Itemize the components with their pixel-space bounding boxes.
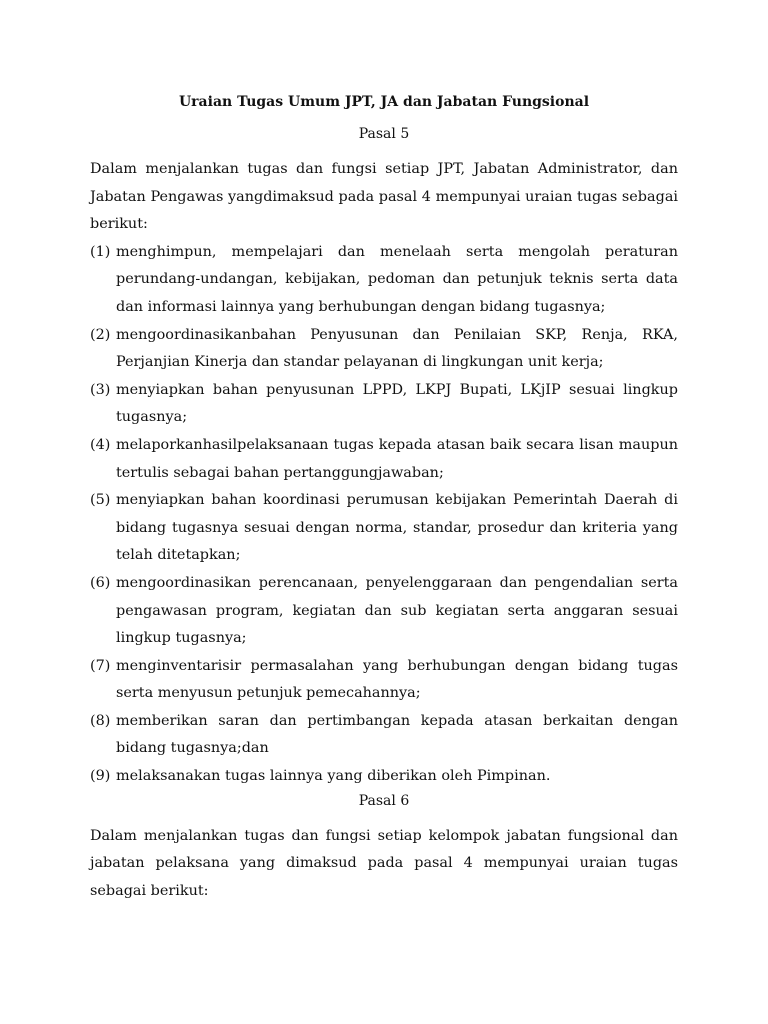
pasal-6-intro: Dalam menjalankan tugas dan fungsi setiap kelompok jabatan fungsional dan jabatan pelaksana yang dimaksud pada pasal 4 mempunyai uraian tugas sebagai berikut:: [90, 827, 678, 899]
list-item-text: melaporkanhasilpelaksanaan tugas kepada atasan baik secara lisan maupun tertulis sebagai bahan pertanggungjawaban;: [116, 436, 678, 481]
list-item: [90, 377, 678, 432]
list-item-text: menyiapkan bahan koordinasi perumusan kebijakan Pemerintah Daerah di bidang tugasnya sesuai dengan norma, standar, prosedur dan kriteria yang telah ditetapkan;: [116, 492, 678, 564]
list-item-text: menginventarisir permasalahan yang berhubungan dengan bidang tugas serta menyusun petunjuk pemecahannya;: [116, 657, 678, 702]
list-item-number: (4): [90, 436, 111, 453]
list-item-text: mengoordinasikanbahan Penyusunan dan Penilaian SKP, Renja, RKA, Perjanjian Kinerja dan standar pelayanan di lingkungan unit kerja;: [116, 326, 678, 371]
pasal-6-heading: Pasal 6: [358, 792, 410, 809]
list-item-text: memberikan saran dan pertimbangan kepada atasan berkaitan dengan bidang tugasnya;dan: [116, 712, 678, 757]
list-item: [90, 432, 678, 487]
list-item-text: menghimpun, mempelajari dan menelaah serta mengolah peraturan perundang-undangan, kebijakan, pedoman dan petunjuk teknis serta data dan informasi lainnya yang berhubungan dengan bidang tugasnya;: [116, 243, 678, 315]
list-item: [90, 487, 678, 570]
list-item-number: (3): [90, 381, 111, 398]
list-item-number: (1): [90, 243, 111, 260]
list-item-number: (9): [90, 768, 111, 785]
list-item-number: (7): [90, 657, 111, 674]
list-item: [90, 708, 678, 763]
document-title: Uraian Tugas Umum JPT, JA dan Jabatan Fungsional: [178, 94, 590, 110]
list-item-number: (5): [90, 492, 111, 509]
list-item-number: (8): [90, 712, 111, 729]
pasal-5-heading: Pasal 5: [358, 126, 410, 142]
list-item: [90, 322, 678, 377]
list-item: [90, 239, 678, 322]
pasal-5-task-list: [90, 239, 678, 791]
list-item-text: menyiapkan bahan penyusunan LPPD, LKPJ Bupati, LKjIP sesuai lingkup tugasnya;: [116, 381, 678, 426]
list-item-text: mengoordinasikan perencanaan, penyelenggaraan dan pengendalian serta pengawasan program, kegiatan dan sub kegiatan serta anggaran sesuai lingkup tugasnya;: [116, 574, 678, 647]
list-item-number: (2): [90, 326, 111, 343]
list-item: [90, 653, 678, 708]
list-item-text: melaksanakan tugas lainnya yang diberikan oleh Pimpinan.: [116, 768, 551, 785]
pasal-5-intro: Dalam menjalankan tugas dan fungsi setiap JPT, Jabatan Administrator, dan Jabatan Pengawas yangdimaksud pada pasal 4 mempunyai uraian tugas sebagai berikut:: [90, 161, 678, 233]
list-item: [90, 763, 678, 791]
list-item: [90, 570, 678, 653]
list-item-number: (6): [90, 574, 111, 591]
